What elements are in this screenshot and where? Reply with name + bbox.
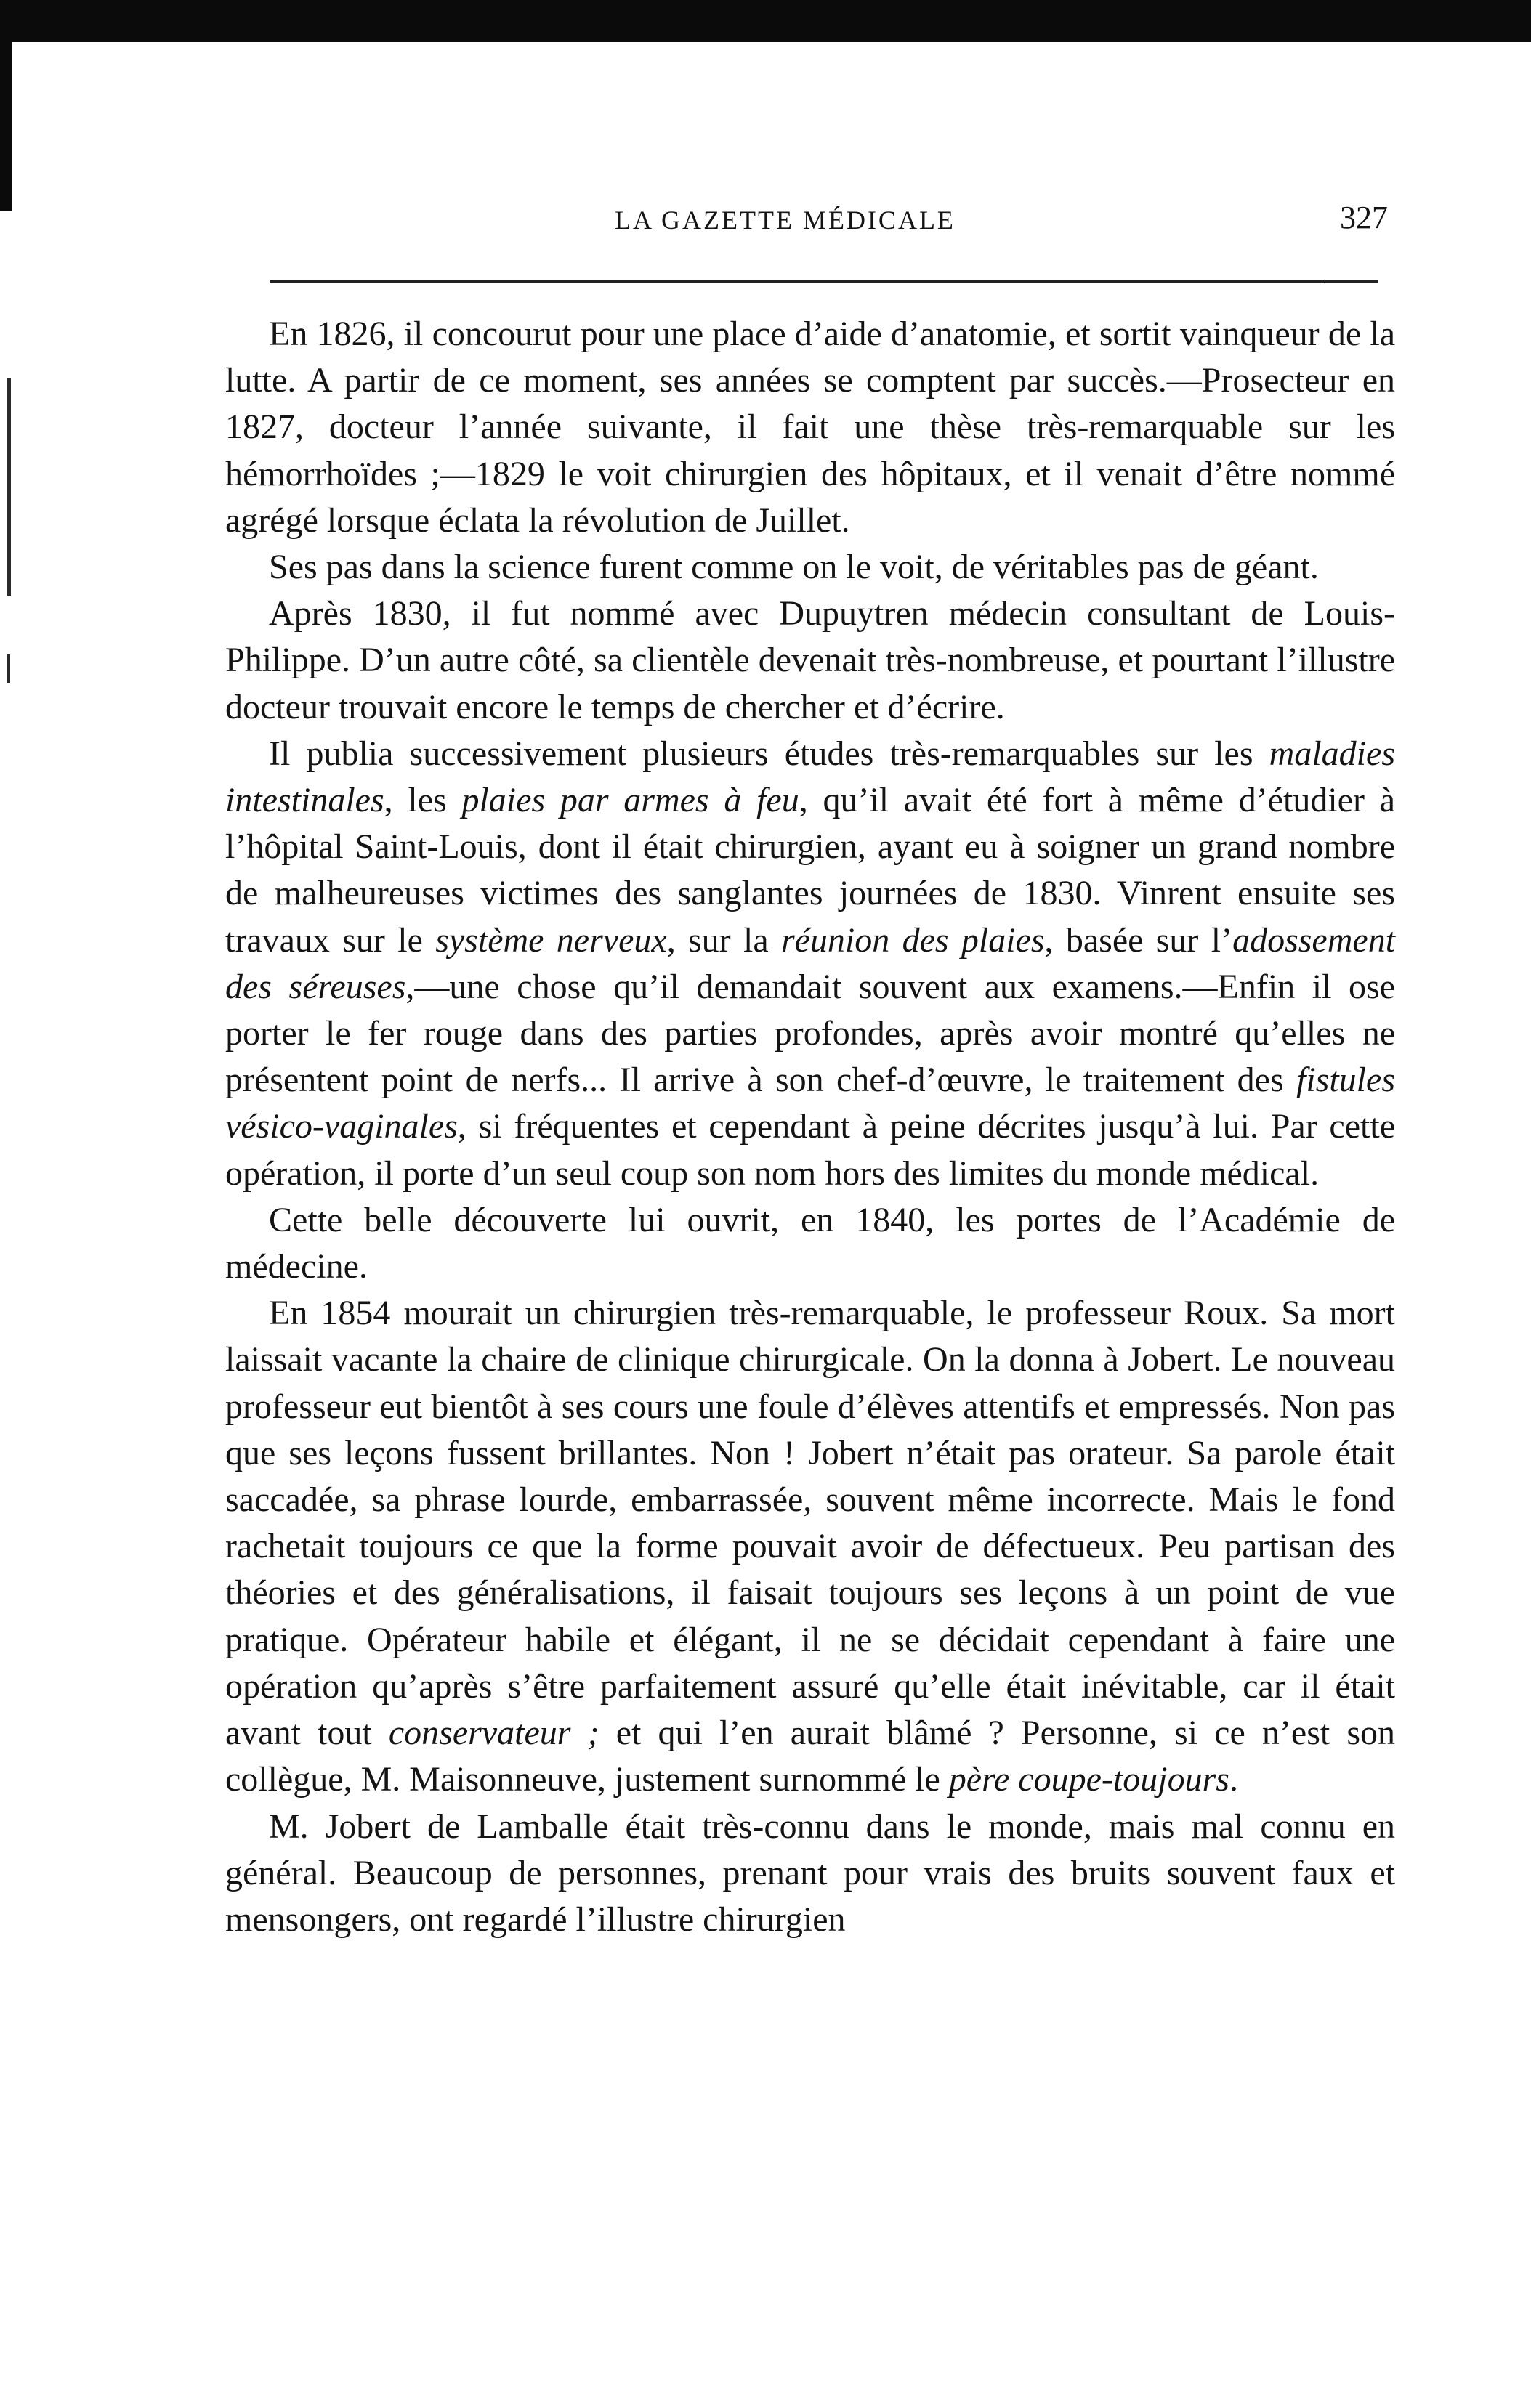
- text-run: , les: [384, 781, 462, 820]
- paragraph: [225, 1197, 1395, 1290]
- paragraph: [225, 1804, 1395, 1944]
- page-number: 327: [1340, 200, 1388, 235]
- paragraph: [225, 731, 1395, 1197]
- page-header: [225, 195, 1388, 246]
- text-run: , sur la: [666, 920, 781, 960]
- running-title: LA GAZETTE MÉDICALE: [615, 206, 956, 235]
- paragraph: [225, 1290, 1395, 1803]
- text-run: ,—une chose qu’il demandait souvent aux examens.—Enfin il ose porter le fer rouge dans des parties profondes, après avoir montré qu’elles ne présentent point de nerfs... Il arrive à son chef-d’œuvre, le traitement des: [225, 967, 1395, 1100]
- italic-text: maladies intestinales: [225, 734, 1395, 820]
- italic-text: système nerveux: [435, 920, 667, 960]
- italic-text: adossement des séreuses: [225, 920, 1396, 1006]
- text-run: Il publia successivement plusieurs études très-remarquables sur les: [269, 734, 1269, 773]
- text-run: En 1854 mourait un chirurgien très-remarquable, le professeur Roux. Sa mort laissait vacante la chaire de clinique chirurgicale. On la donna à Jobert. Le nouveau professeur eut bientôt à ses cours une foule d’élèves attentifs et empressés. Non pas que ses leçons fussent brillantes. Non ! Jobert n’était pas orateur. Sa parole était saccadée, sa phrase lourde, embarrassée, souvent même incorrecte. Mais le fond rachetait toujours ce que la forme pouvait avoir de défectueux. Peu partisan des théories et des généralisations, il faisait toujours ses leçons à un point de vue pratique. Opérateur habile et élégant, il ne se décidait cependant à faire une opération qu’après s’être parfaitement assuré qu’elle était inévitable, car il était avant tout: [225, 1294, 1395, 1753]
- text-run: et qui l’en aurait blâmé ? Personne, si ce n’est son collègue, M. Maisonneuve, justement surnommé le: [225, 1714, 1396, 1799]
- scan-border-left: [0, 0, 12, 211]
- paragraph: [225, 544, 1395, 591]
- header-rule-short: [1324, 280, 1378, 283]
- italic-text: réunion des plaies: [780, 920, 1045, 960]
- text-run: En 1826, il concourut pour une place d’aide d’anatomie, et sortit vainqueur de la lutte. A partir de ce moment, ses années se comptent par succès.—Prosecteur en 1827, docteur l’année suivante, il fait une thèse très-remarquable sur les hémorrhoïdes ;—1829 le voit chirurgien des hôpitaux, et il venait d’être nommé agrégé lorsque éclata la révolution de Juillet.: [225, 315, 1395, 540]
- margin-mark: [7, 378, 11, 596]
- article-body: [225, 311, 1395, 1943]
- italic-text: fistules vésico-vaginales: [225, 1061, 1395, 1146]
- italic-text: conservateur ;: [388, 1714, 599, 1753]
- header-rule: [270, 280, 1378, 283]
- scan-border-top: [0, 0, 1531, 42]
- text-run: , basée sur l’: [1044, 920, 1233, 960]
- paragraph: [225, 311, 1395, 544]
- text-run: .: [1229, 1760, 1238, 1799]
- text-run: , si fréquentes et cependant à peine décrites jusqu’à lui. Par cette opération, il porte d’un seul coup son nom hors des limites du monde médical.: [225, 1107, 1395, 1193]
- margin-mark: [7, 654, 10, 683]
- text-run: M. Jobert de Lamballe était très-connu dans le monde, mais mal connu en général. Beaucoup de personnes, prenant pour vrais des bruits souvent faux et mensongers, ont regardé l’illustre chirurgien: [225, 1807, 1395, 1939]
- italic-text: plaies par armes à feu: [461, 781, 799, 820]
- text-run: , qu’il avait été fort à même d’étudier à l’hôpital Saint-Louis, dont il était chirurgien, ayant eu à soigner un grand nombre de malheureuses victimes des sanglantes journées de 1830. Vinrent ensuite ses travaux sur le: [225, 781, 1396, 960]
- paragraph: [225, 591, 1395, 731]
- text-run: Cette belle découverte lui ouvrit, en 1840, les portes de l’Académie de médecine.: [225, 1200, 1395, 1286]
- text-run: Après 1830, il fut nommé avec Dupuytren médecin consultant de Louis-Philippe. D’un autre côté, sa clientèle devenait très-nombreuse, et pourtant l’illustre docteur trouvait encore le temps de chercher et d’écrire.: [225, 594, 1395, 726]
- italic-text: père coupe-toujours: [948, 1760, 1229, 1799]
- text-run: Ses pas dans la science furent comme on le voit, de véritables pas de géant.: [269, 548, 1319, 587]
